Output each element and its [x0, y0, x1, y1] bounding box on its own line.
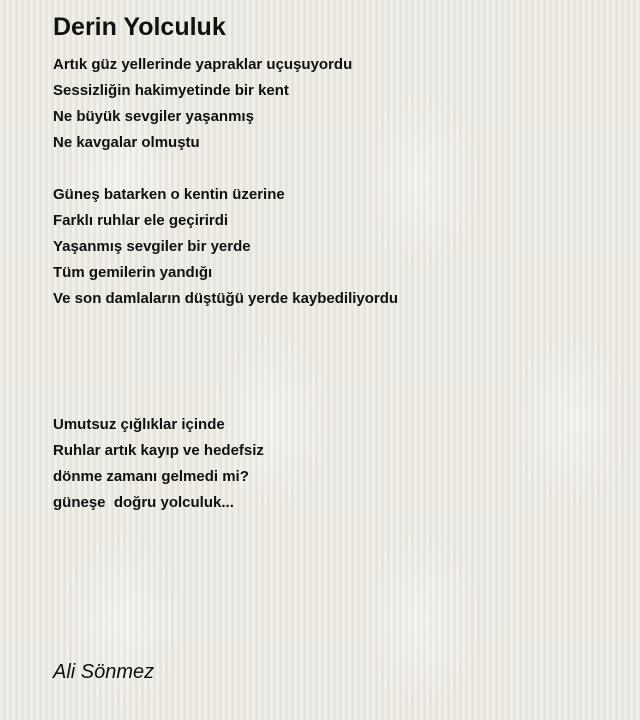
poem-title: Derin Yolculuk	[53, 13, 226, 41]
stanza-3	[53, 412, 264, 516]
poem-line: dönme zamanı gelmedi mi?	[53, 468, 249, 485]
poem-line: Umutsuz çığlıklar içinde	[53, 416, 225, 433]
poem-line: Ruhlar artık kayıp ve hedefsiz	[53, 442, 264, 459]
poem-line: Ve son damlaların düştüğü yerde kaybediliyordu	[53, 290, 399, 307]
poem-line: Ne kavgalar olmuştu	[53, 134, 200, 151]
poem-line: Tüm gemilerin yandığı	[53, 264, 213, 281]
poem-line: Yaşanmış sevgiler bir yerde	[53, 238, 251, 255]
stanza-2	[53, 182, 398, 312]
poem-author: Ali Sönmez	[53, 661, 155, 683]
poem-line: Artık güz yellerinde yapraklar uçuşuyordu	[53, 56, 353, 73]
stanza-1	[53, 52, 352, 156]
poem-line: Ne büyük sevgiler yaşanmış	[53, 108, 254, 125]
poem-line: Güneş batarken o kentin üzerine	[53, 186, 285, 203]
poem-line: Farklı ruhlar ele geçirirdi	[53, 212, 229, 229]
poem-line: güneşe doğru yolculuk...	[53, 494, 234, 511]
poem-line: Sessizliğin hakimyetinde bir kent	[53, 82, 289, 99]
